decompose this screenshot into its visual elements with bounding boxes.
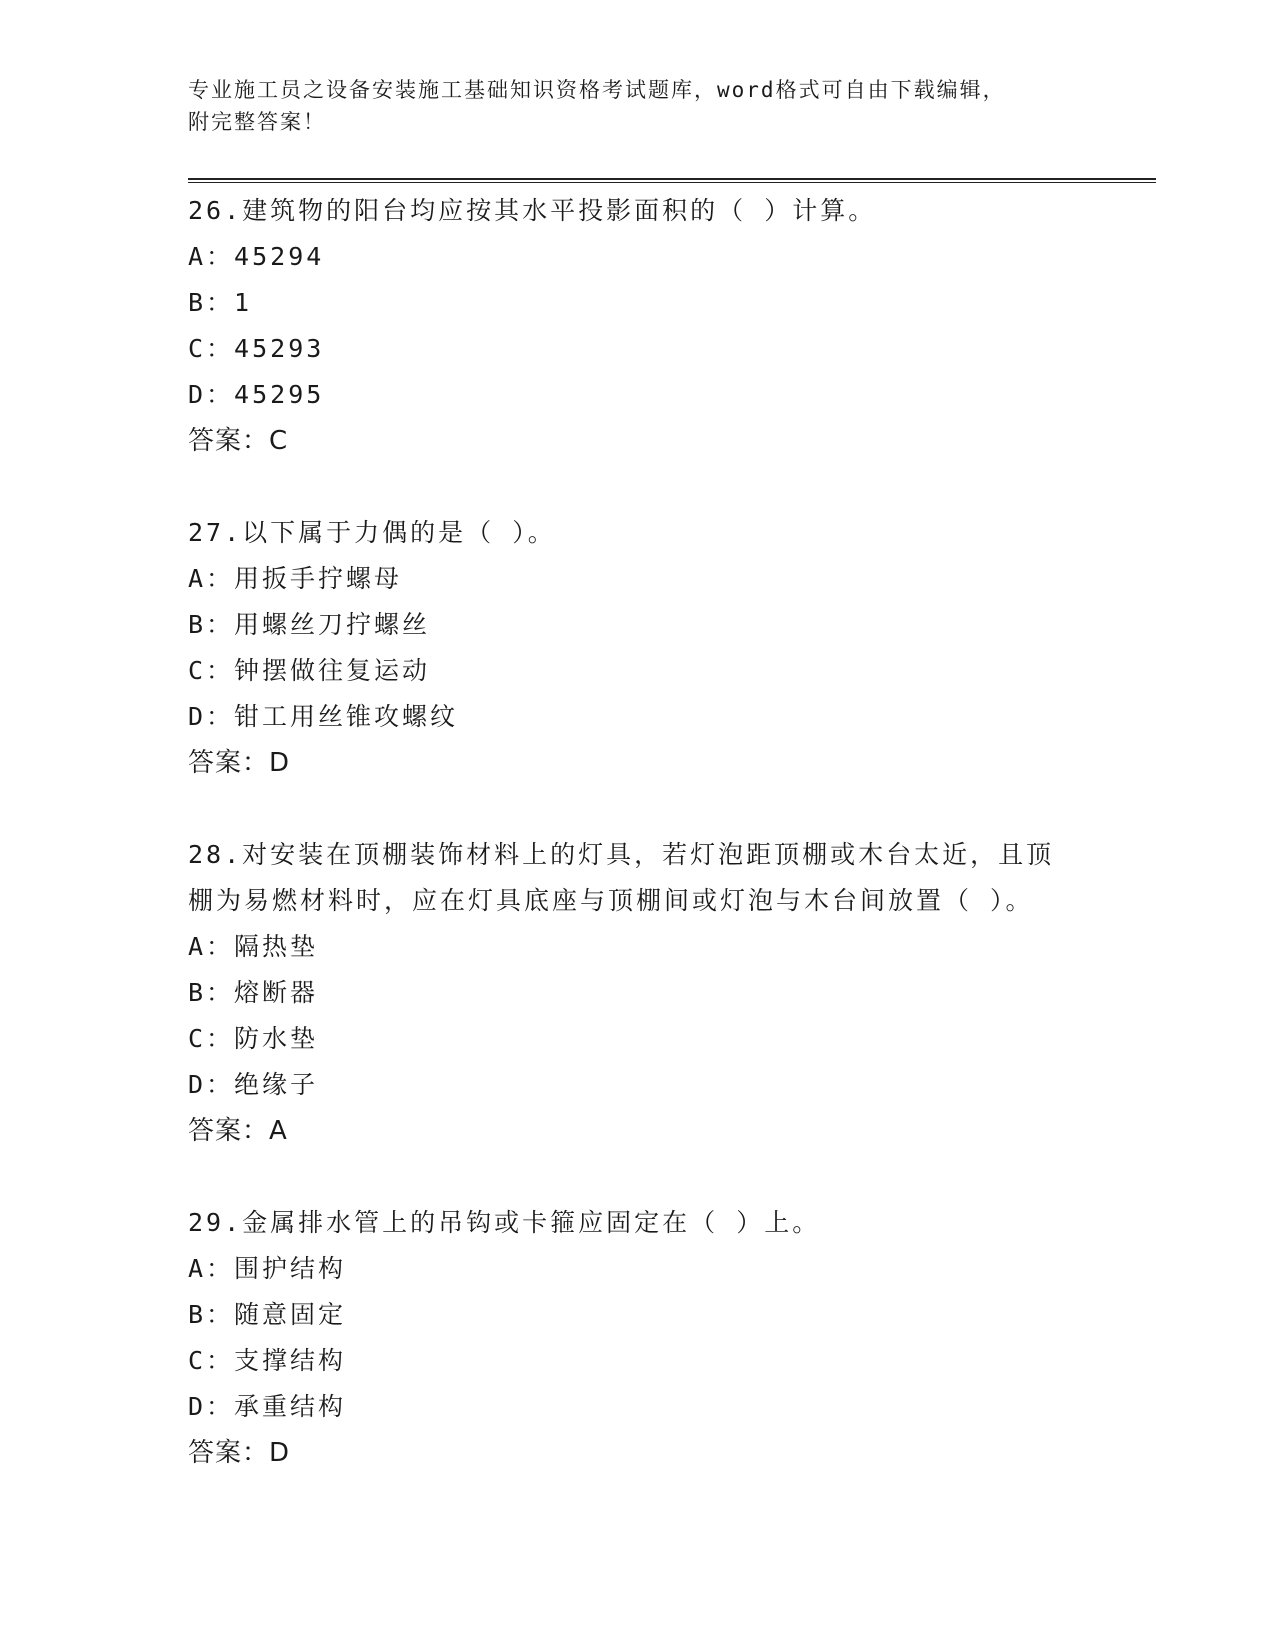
option-d: D：45295	[188, 380, 325, 409]
option-c: C：防水垫	[188, 1024, 319, 1053]
question-26	[188, 188, 1088, 464]
question-list	[188, 188, 1088, 1522]
option-b: B：随意固定	[188, 1300, 347, 1329]
header-line-2: 附完整答案！	[188, 110, 326, 134]
question-stem: 27.以下属于力偶的是（ ）。	[188, 518, 556, 547]
header-divider	[188, 178, 1156, 183]
option-c: C：45293	[188, 334, 325, 363]
option-b: B：1	[188, 288, 253, 317]
option-d: D：承重结构	[188, 1392, 347, 1421]
answer: 答案：C	[188, 426, 289, 456]
question-27	[188, 510, 1088, 786]
question-29	[188, 1200, 1088, 1476]
option-a: A：隔热垫	[188, 932, 319, 961]
option-d: D：绝缘子	[188, 1070, 319, 1099]
option-c: C：钟摆做往复运动	[188, 656, 431, 685]
option-a: A：围护结构	[188, 1254, 347, 1283]
document-header	[188, 74, 1068, 138]
option-c: C：支撑结构	[188, 1346, 347, 1375]
answer: 答案：D	[188, 748, 291, 778]
question-stem: 26.建筑物的阳台均应按其水平投影面积的（ ）计算。	[188, 196, 877, 225]
option-b: B：用螺丝刀拧螺丝	[188, 610, 431, 639]
question-stem: 29.金属排水管上的吊钩或卡箍应固定在（ ）上。	[188, 1208, 821, 1237]
question-stem: 28.对安装在顶棚装饰材料上的灯具，若灯泡距顶棚或木台太近，且顶	[188, 840, 1055, 869]
option-d: D：钳工用丝锥攻螺纹	[188, 702, 459, 731]
option-b: B：熔断器	[188, 978, 319, 1007]
answer: 答案：D	[188, 1438, 291, 1468]
question-stem-continued: 棚为易燃材料时，应在灯具底座与顶棚间或灯泡与木台间放置（ ）。	[188, 886, 1034, 915]
question-28	[188, 832, 1088, 1154]
option-a: A：用扳手拧螺母	[188, 564, 403, 593]
option-a: A：45294	[188, 242, 325, 271]
header-line-1: 专业施工员之设备安装施工基础知识资格考试题库，word格式可自由下载编辑，	[188, 78, 1006, 102]
answer: 答案：A	[188, 1116, 288, 1146]
